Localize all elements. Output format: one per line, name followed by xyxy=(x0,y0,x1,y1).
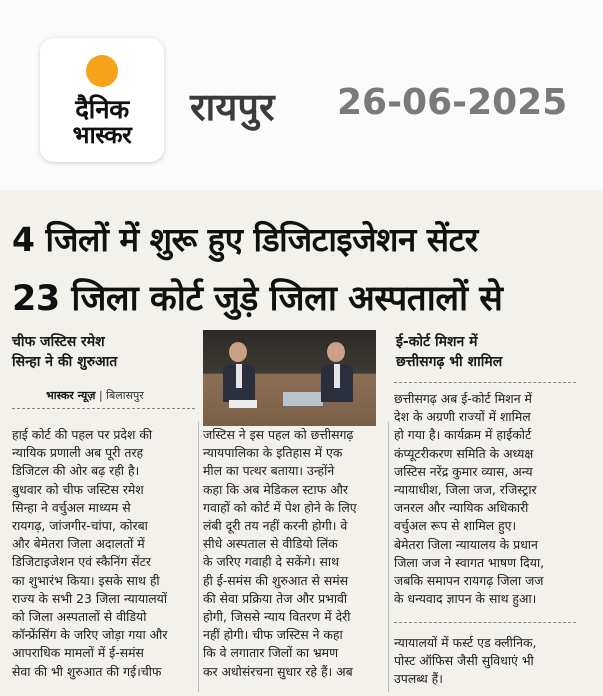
body-line: हाई कोर्ट की पहल पर प्रदेश की xyxy=(12,427,153,442)
column-divider xyxy=(388,422,389,692)
body-line: उपलब्ध हैं। xyxy=(394,671,443,687)
logo-text-line-2: भास्कर xyxy=(72,121,132,149)
body-line: के धन्यवाद ज्ञापन के साथ हुआ। xyxy=(394,591,537,607)
body-line: सीधे अस्पताल से वीडियो लिंक xyxy=(203,536,338,552)
body-line: जस्टिस ने इस पहल को छत्तीसगढ़ xyxy=(203,427,354,442)
divider xyxy=(394,382,576,383)
body-line: बुधवार को चीफ जस्टिस रमेश xyxy=(12,481,144,497)
subheading-right-line: छत्तीसगढ़ भी शामिल xyxy=(396,354,503,370)
body-line: नहीं होगी। चीफ जस्टिस ने कहा xyxy=(203,627,343,643)
divider xyxy=(394,622,576,623)
subheading-left xyxy=(12,332,192,372)
news-clipping xyxy=(0,190,603,696)
body-line: के जरिए गवाही दे सकेंगे। साथ xyxy=(203,554,340,570)
body-line: छत्तीसगढ़ अब ई-कोर्ट मिशन में xyxy=(394,391,532,406)
body-line: को जिला अस्पतालों से वीडियो xyxy=(12,609,147,625)
body-line: न्यायालयों में फर्स्ट एड क्लीनिक, xyxy=(394,635,537,650)
headline-line-2: 23 जिला कोर्ट जुड़े जिला अस्पतालों से xyxy=(12,279,503,319)
subheading-left-line: चीफ जस्टिस रमेश xyxy=(12,334,105,350)
body-line: देश के अग्रणी राज्यों में शामिल xyxy=(394,409,531,425)
body-line: कहा कि अब मेडिकल स्टाफ और xyxy=(203,481,348,497)
body-line: न्यायपालिका के इतिहास में एक xyxy=(203,445,343,461)
body-line: न्यायाधीश, जिला जज, रजिस्ट्रार xyxy=(394,482,537,498)
body-line: कर अधोसंरचना सुधार रहे हैं। अब xyxy=(203,663,353,679)
photo-person-justice xyxy=(321,342,353,402)
body-line: जबकि समापन रायगढ़ जिला जज xyxy=(394,573,544,589)
body-line: का शुभारंभ किया। इसके साथ ही xyxy=(12,572,160,588)
body-line: सिन्हा ने वर्चुअल माध्यम से xyxy=(12,499,131,515)
column-divider xyxy=(198,422,199,692)
body-line: कि वे लगातार जिलों का भ्रमण xyxy=(203,645,339,661)
body-line: और बेमेतरा जिला अदालतों में xyxy=(12,536,145,552)
body-line: जनरल और न्यायिक अधिकारी xyxy=(394,500,529,516)
body-line: जिला जज ने स्वागत भाषण दिया, xyxy=(394,554,545,570)
article-column-1 xyxy=(12,426,194,681)
body-line: न्यायिक प्रणाली अब पूरी तरह xyxy=(12,445,144,461)
body-line: गवाहों को कोर्ट में पेश होने के लिए xyxy=(203,499,357,515)
divider xyxy=(12,408,195,409)
headline-line-1: 4 जिलों में शुरू हुए डिजिटाइजेशन सेंटर xyxy=(12,220,478,259)
body-line: वर्चुअल रूप से शामिल हुए। xyxy=(394,518,517,534)
byline-place: | बिलासपुर xyxy=(98,389,144,402)
body-line: पोस्ट ऑफिस जैसी सुविधाएं भी xyxy=(394,653,534,669)
subheading-right xyxy=(396,332,576,372)
edition-date: 26-06-2025 xyxy=(337,82,568,123)
body-line: ही ई-समंस की शुरुआत से समंस xyxy=(203,572,349,588)
body-line: लंबी दूरी तय नहीं करनी होगी। वे xyxy=(203,518,348,534)
logo-text-line-1: दैनिक xyxy=(75,95,129,125)
byline-agency: भास्कर न्यूज़ xyxy=(46,389,96,402)
subheading-right-line: ई-कोर्ट मिशन में xyxy=(396,334,478,350)
byline xyxy=(46,388,144,403)
body-line: सेवा की भी शुरुआत की गई।चीफ xyxy=(12,663,162,679)
body-line: होगी, जिससे न्याय वितरण में देरी xyxy=(203,609,351,625)
page-header xyxy=(0,0,603,190)
sun-icon xyxy=(86,55,118,87)
article-photo xyxy=(203,330,376,426)
body-line: आपराधिक मामलों में ई-समंस xyxy=(12,645,144,661)
body-line: की सेवा प्रक्रिया तेज और प्रभावी xyxy=(203,590,348,606)
body-line: डिजिटाइजेशन एवं स्कैनिंग सेंटर xyxy=(12,554,151,570)
photo-person-chief-justice xyxy=(223,342,255,402)
body-line: राज्य के सभी 23 जिला न्यायालयों xyxy=(12,590,168,606)
photo-nameplate xyxy=(229,400,257,408)
body-line: कॉन्फ्रेंसिंग के जरिए जोड़ा गया और xyxy=(12,627,168,643)
body-line: हो गया है। कार्यक्रम में हाईकोर्ट xyxy=(394,427,532,443)
body-line: जस्टिस नरेंद्र कुमार व्यास, अन्य xyxy=(394,463,533,479)
subheading-left-line: सिन्हा ने की शुरुआत xyxy=(12,354,118,370)
body-line: डिजिटल की ओर बढ़ रही है। xyxy=(12,463,140,479)
article-column-2 xyxy=(203,426,383,681)
photo-desk-items xyxy=(283,392,323,406)
body-line: बेमेतरा जिला न्यायालय के प्रधान xyxy=(394,536,538,552)
body-line: कंप्यूटरीकरण समिति के अध्यक्ष xyxy=(394,445,534,461)
article-column-3 xyxy=(394,390,576,608)
edition-city: रायपुर xyxy=(190,85,275,129)
article-column-3-continued xyxy=(394,634,576,689)
body-line: मील का पत्थर बताया। उन्होंने xyxy=(203,463,335,479)
dainik-bhaskar-logo xyxy=(40,38,164,162)
body-line: रायगढ़, जांजगीर-चांपा, कोरबा xyxy=(12,518,148,534)
